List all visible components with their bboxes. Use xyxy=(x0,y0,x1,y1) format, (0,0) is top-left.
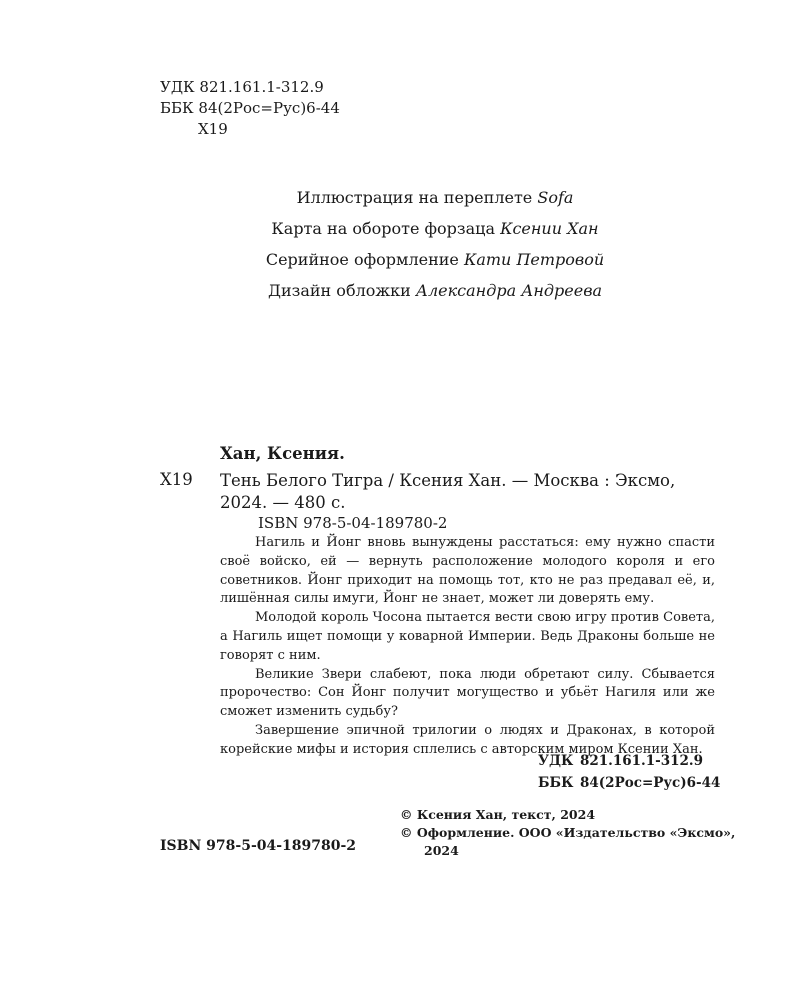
credit-map: Карта на обороте форзаца Ксении Хан xyxy=(271,219,599,238)
copyright-text: © Ксения Хан, текст, 2024 xyxy=(400,807,596,822)
copyright-design: © Оформление. ООО «Издательство «Эксмо», xyxy=(400,825,736,840)
credit-illustration: Иллюстрация на переплете Sofa xyxy=(296,188,574,207)
copyright-block xyxy=(400,806,740,860)
footer-bbk: ББК 84(2Рос=Рус)6-44 xyxy=(538,775,721,791)
author-sign: Х19 xyxy=(198,120,228,138)
bibliography-author: Хан, Ксения. xyxy=(220,444,345,463)
annotation-paragraph: Молодой король Чосона пытается вести свою игру против Совета, а Нагиль ищет помощи у коварной Империи. Ведь Драконы больше не говорят с ним. xyxy=(220,610,715,663)
bibliography-isbn: ISBN 978-5-04-189780-2 xyxy=(258,514,448,532)
header-classification-codes xyxy=(160,77,340,140)
footer-udk: УДК 821.161.1-312.9 xyxy=(538,753,704,769)
udk-code: УДК 821.161.1-312.9 xyxy=(160,78,324,96)
annotation xyxy=(220,534,715,760)
bibliography-description: Тень Белого Тигра / Ксения Хан. — Москва : Эксмо, 2024. — 480 с. xyxy=(220,471,676,512)
annotation-paragraph: Завершение эпичной трилогии о людях и Драконах, в которой корейские мифы и история сплелись с авторским миром Ксении Хан. xyxy=(220,722,715,757)
credit-cover-design: Дизайн обложки Александра Андреева xyxy=(267,281,603,300)
copyright-year: 2024 xyxy=(424,843,459,858)
annotation-paragraph: Нагиль и Йонг вновь вынуждены расстаться: ему нужно спасти своё войско, ей — вернуть расположение молодого короля и его советников. Йонг приходит на помощь тот, кто не раз предавал её, и, лишённая силы имуги, Йонг не знает, может ли доверять ему. xyxy=(220,535,715,607)
credit-series-design: Серийное оформление Кати Петровой xyxy=(265,250,605,269)
bibliography-code: Х19 xyxy=(160,470,193,489)
footer-classification-codes xyxy=(538,750,720,794)
isbn-bottom: ISBN 978-5-04-189780-2 xyxy=(160,838,357,854)
bbk-code: ББК 84(2Рос=Рус)6-44 xyxy=(160,99,340,117)
credits-block xyxy=(0,182,800,306)
annotation-paragraph: Великие Звери слабеют, пока люди обретают силу. Сбывается пророчество: Сон Йонг получит могущество и убьёт Нагиля или же сможет изменить судьбу? xyxy=(220,666,715,720)
